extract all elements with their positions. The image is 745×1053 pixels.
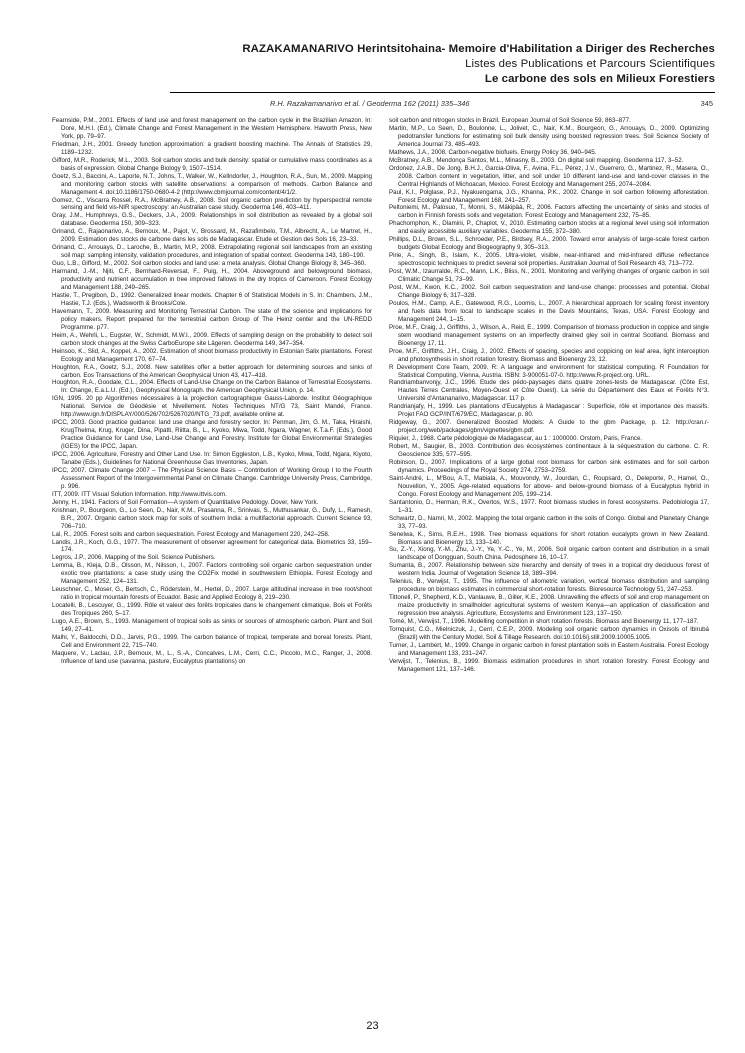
reference-entry: Krishnan, P., Bourgeon, G., Lo Seen, D., Nair, K.M., Prasanna, R., Srinivas, S., Muthusankar, G., Dufy, L., Ramesh, B.R., 2007. Organic carbon stock map for soils of southern India: a multifactorial approach. Current Science 93, 706–710.	[52, 506, 372, 530]
reference-entry: Heinsoo, K., Slid, A., Koppel, A., 2002. Estimation of shoot biomass productivity in Estonian Salix plantations. Forest Ecology and Management 170, 67–74.	[52, 347, 372, 363]
reference-entry: Malhi, Y., Baldocchi, D.D., Jarvis, P.G., 1999. The carbon balance of tropical, temperate and boreal forests. Plant, Cell and Environment 22, 715–740.	[52, 633, 372, 649]
reference-entry: ITT, 2009. ITT Visual Solution Information. http://www.ittvis.com.	[52, 490, 227, 498]
reference-entry: Proe, M.F., Craig, J., Griffiths, J., Wilson, A., Reid, E., 1999. Comparison of biomass production in coppice and single stem woodland management systems on an imperfectly drained gley soil in central Scotland. Biomass and Bioenergy 17, 11.	[389, 323, 709, 347]
reference-entry: Schwartz, D., Namri, M., 2002. Mapping the total organic carbon in the soils of Congo. Global and Planetary Change 33, 77–93.	[389, 514, 709, 530]
reference-entry: Post, W.M., Kwon, K.C., 2002. Soil carbon sequestration and land-use change: processes and potential. Global Change Biology 6, 317–328.	[389, 284, 709, 299]
reference-entry: Guo, L.B., Gifford, M., 2002. Soil carbon stocks and land use: a meta analysis. Global Change Biology 8, 345–360.	[52, 260, 366, 268]
reference-entry: Sumanta, B., 2007. Relationship between size hierarchy and density of trees in a tropical dry deciduous forest of western India. Journal of Vegetation Science 18, 389–394.	[389, 562, 709, 578]
reference-entry: Lal, R., 2005. Forest soils and carbon sequestration. Forest Ecology and Management 220, 242–258.	[52, 530, 330, 538]
reference-entry: Saint-André, L., M'Bou, A.T., Mabiala, A., Mouvondy, W., Jourdan, C., Roupsard, O., Deleporte, P., Hamel, O., Nouvellon, Y., 2005. Age-related equations for above- and below-ground biomass of a Eucalyptus hybrid in Congo. Forest Ecology and Management 205, 199–214.	[389, 474, 709, 498]
reference-entry: Houghton, R.A., Goodale, C.L., 2004. Effects of Land-Use Change on the Carbon Balance of Terrestrial Ecosystems. In: Change, E.a.L.U. (Ed.), Geophysical Monograph. the American Geophysical Union, p. 14.	[52, 379, 372, 395]
reference-entry: soil carbon and nitrogen stocks in Brazil. European Journal of Soil Science 59, 863–877.	[389, 117, 631, 124]
reference-entry: Goetz, S.J., Baccini, A., Laporte, N.T., Johns, T., Walker, W., Kellndorfer, J., Houghton, R.A., Sun, M., 2009. Mapping and monitoring carbon stocks with satellite observations: a comparison of methods. Carbon Balance and Management 4. doi:10.1186/1750-0680-4-2 (http://www.cbmjournal.com/content/4/1/2.	[52, 172, 372, 196]
reference-entry: Randriambanvonjy, J.C., 1996. Etude des pédo-paysages dans quatre zones-tests de Madagascar. (Côte Est, Hautes Terres Centrales, Moyen-Ouest et Côte Ouest). La série du Département des Eaux et Forêts N°3. Université d'Antananarivo, Madagascar. 117 p.	[389, 379, 709, 403]
references-right-column	[389, 117, 709, 674]
reference-entry: Pirie, A., Singh, B., Islam, K., 2005. Ultra-violet, visible, near-infrared and mid-infrared diffuse reflectance spectroscopic techniques to predict several soil properties. Australian Journal of Soil Research 43, 713–772.	[389, 252, 709, 268]
reference-entry: Post, W.M., Izaurralde, R.C., Mann, L.K., Bliss, N., 2001. Monitoring and verifying changes of organic carbon in soil Climatic Change 51, 73–99.	[389, 268, 709, 284]
reference-entry: Tornquist, C.G., Mielniczuk, J., Cerri, C.E.P., 2009. Modeling soil organic carbon dynamics in Oxisols of Ibirubá (Brazil) with the Century Model. Soil & Tillage Research. doi:10.1016/j.still.2009.10005.1005.	[389, 626, 709, 641]
reference-entry: Legros, J.P., 2006. Mapping of the Soil. Science Publishers.	[52, 554, 216, 562]
reference-entry: Leuschner, C., Moser, G., Bertsch, C., Röderstein, M., Hertel, D., 2007. Large altitudinal increase in tree root/shoot ratio in tropical mountain forests of Ecuador. Basic and Applied Ecology 8, 219–230.	[52, 586, 372, 602]
reference-entry: Grinand, C., Rajaonarivo, A., Bernoux, M., Pajot, V., Brossard, M., Razafimbelo, T.M., Albrecht, A., Le Martret, H., 2009. Estimation des stocks de carbone dans les sols de Madagascar. Etude et Gestion des Sols 16, 23–33.	[52, 228, 372, 244]
reference-entry: IPCC, 2007. Climate Change 2007 – The Physical Science Basis – Contribution of Working Group I to the Fourth Assessment Report of the Intergovernmental Panel on Climate Change. Cambridge University Press, Cambridge, p. 996.	[52, 466, 372, 490]
journal-page-number: 345	[700, 99, 713, 108]
reference-entry: Telenius, B., Verwijst, T., 1995. The influence of allometric variation, vertical biomass distribution and sampling procedure on biomass estimates in commercial short-rotation forests. Bioresource Technology 51, 247–253.	[389, 578, 709, 594]
reference-entry: McBratney, A.B., Mendonça Santos, M.L., Minasny, B., 2003. On digital soil mapping. Geoderma 117, 3–52.	[389, 156, 684, 164]
reference-entry: IGN, 1995. 20 pp Algorithmes nécessaires à la projection cartographique Gauss-Laborde. Institut Géographique National. Service de Géodésie et Nivellement. Notes Techniques NT/G 73, Saint Mandé, France. http://www.ign.fr/DISPLAY/000/526/702/5267020/NTG_73.pdf, available online at.	[52, 395, 372, 419]
reference-entry: Havemann, T., 2009. Measuring and Monitoring Terrestrial Carbon. The state of the science and implications for policy makers. Report prepared for the terrestrial carbon Group of The Heinz center and the UN-REDD Programme. p77.	[52, 307, 372, 331]
references-left-column	[52, 117, 372, 666]
reference-entry: Fearnside, P.M., 2001. Effects of land use and forest management on the carbon cycle in the Brazilian Amazon. In: Dore, M.H.I. (Ed.), Climate Change and Forest Management in the Western Hemisphere. Haworth Press, New York, pp. 79–97.	[52, 117, 372, 140]
reference-entry: IPCC, 2003. Good practice guidance: land use change and forestry sector. In: Penman, Jim, G. M., Taka, Hiraishi, KrugThelma, Krug, Kruger, Dina, Pipatti, Riitta, B., L., Kyoko, Miwa, Todd, Ngara, Wagner, K.T.a.F. (Eds.), Good Practice Guidance for Land Use, Land-Use Change and Forestry. Institute for Global Environmental Strategies (IGES) for the IPCC, Japan.	[52, 419, 372, 451]
reference-entry: Friedman, J.H., 2001. Greedy function approximation: a gradient boosting machine. The Annals of Statistics 29, 1189–1232.	[52, 140, 372, 156]
reference-entry: Lugo, A.E., Brown, S., 1993. Management of tropical soils as sinks or sources of atmospheric carbon. Plant and Soil 149, 27–41.	[52, 618, 372, 633]
reference-entry: Gifford, M.R., Roderick, M.L., 2003. Soil carbon stocks and bulk density: spatial or cumulative mass coordinates as a basis of expression. Global Change Biology 9, 1507–1514.	[52, 156, 372, 172]
reference-entry: Riquier, J., 1968. Carte pédologique de Madagascar, au 1 : 1000000. Orstom, Paris, France.	[389, 435, 643, 443]
reference-entry: Tomé, M., Verwijst, T., 1996. Modelling competition in short rotation forests. Biomass and Bioenergy 11, 177–187.	[389, 618, 699, 626]
page-number: 23	[366, 1020, 379, 1032]
reference-entry: Paul, K.I., Polglase, P.J., Nyakuengama, J.G., Khanna, P.K., 2002. Change in soil carbon following afforestation. Forest Ecology and Management 168, 241–257.	[389, 188, 709, 204]
reference-entry: Harmand, J.-M., Njiti, C.F., Bernhard-Reversat, F., Puig, H., 2004. Aboveground and belowground biomass, productivity and nutrient accumulation in tree improved fallows in the dry tropics of Cameroon. Forest Ecology and Management 188, 249–265.	[52, 268, 372, 292]
journal-citation-line: R.H. Razakamanarivo et al. / Geoderma 162 (2011) 335–346	[270, 99, 470, 108]
running-header	[115, 42, 715, 87]
reference-entry: Martin, M.P., Lo Seen, D., Boulonne, L., Jolivet, C., Nair, K.M., Bourgeon, G., Arrouays, D., 2009. Optimizing pedotransfer functions for estimating soil bulk density using boosted regression trees. Soil Science Society of America Journal 73, 485–493.	[389, 124, 709, 148]
reference-entry: Turner, J., Lambert, M., 1999. Change in organic carbon in forest plantation soils in Eastern Australia. Forest Ecology and Management 133, 231–247.	[389, 641, 709, 657]
reference-entry: Robert, M., Saugier, B., 2003. Contribution des écosystèmes continentaux à la séquestration du carbone. C. R. Geoscience 335, 577–595.	[389, 443, 709, 459]
reference-entry: Ridgeway, G., 2007. Generalized Boosted Models: A Guide to the gbm Package, p. 12. http://cran.r-project.org/web/packages/gbm/vignettes/gbm.pdf.	[389, 419, 709, 435]
reference-entry: Hastie, T., Pregibon, D., 1992. Generalized linear models. Chapter 6 of Statistical Models in S. In: Chambers, J.M., Hastie, T.J. (Eds.), Wadsworth & Brooks/Cole.	[52, 291, 372, 307]
reference-entry: Locatelli, B., Lescuyer, G., 1999. Rôle et valeur des forêts tropicales dans le changement climatique. Bois et Forêts des Tropiques 260, 5–17.	[52, 602, 372, 618]
reference-entry: Santantonio, D., Herman, R.K., Overtos, W.S., 1977. Root biomass studies in forest ecosystems. Pedobiologia 17, 1–31.	[389, 498, 709, 514]
header-author-line: RAZAKAMANARIVO Herintsitohaina- Memoire d'Habilitation a Diriger des Recherches	[242, 43, 715, 55]
reference-entry: Lemma, B., Kleja, D.B., Olsson, M., Nilsson, I., 2007. Factors controlling soil organic carbon sequestration under exotic tree plantations: a case study using the CO2Fix model in southwestern Ethiopia. Forest Ecology and Management 252, 124–131.	[52, 562, 372, 586]
reference-entry: Robinson, D., 2007. Implications of a large global root biomass for carbon sink estimates and for soil carbon dynamics. Proceedings of the Royal Society 274, 2753–2759.	[389, 458, 709, 474]
reference-entry: Poulos, H.M., Camp, A.E., Gatewood, R.G., Loomis, L., 2007. A hierarchical approach for scaling forest inventory and fuels data from local to landscape scales in the Davis Mountains, Texas, USA. Forest Ecology and Management 244, 1–15.	[389, 299, 709, 323]
reference-entry: Verwijst, T., Telenius, B., 1999. Biomass estimation procedures in short rotation forestry. Forest Ecology and Management 121, 137–146.	[389, 657, 709, 673]
reference-entry: Peltoniemi, M., Palosuo, T., Monni, S., Mäkipää, R., 2006. Factors affecting the uncertainty of sinks and stocks of carbon in Finnish forests soils and vegetation. Forest Ecology and Management 232, 75–85.	[389, 204, 709, 220]
reference-entry: Jenny, H., 1941. Factors of Soil Formation—A system of Quantitative Pedology. Dover, New York.	[52, 498, 319, 506]
reference-entry: Gray, J.M., Humphreys, G.S., Deckers, J.A., 2009. Relationships in soil distribution as revealed by a global soil database. Geoderma 150, 309–323.	[52, 212, 372, 228]
reference-entry: Houghton, R.A., Goetz, S.J., 2008. New satellites offer a better approach for determining sources and sinks of carbon. Eos Transactions of the American Geophysical Union 43, 417–418.	[52, 363, 372, 379]
header-topic-line: Le carbone des sols en Milieux Forestiers	[484, 73, 715, 85]
reference-entry: Mathews, J.A., 2008. Carbon-negative biofuels. Energy Policy 36, 940–945.	[389, 148, 597, 156]
reference-entry: Heim, A., Wehrli, L., Eugster, W., Schmidt, M.W.I., 2009. Effects of sampling design on the probability to detect soil carbon stock changes at the Swiss CarboEurope site Lägeren. Geoderma 149, 347–354.	[52, 331, 372, 347]
reference-entry: Landis, J.R., Koch, G.G., 1977. The measurement of observer agreement for categorical data. Biometrics 33, 159–174.	[52, 538, 372, 554]
reference-entry: Grinand, C., Arrouays, D., Laroche, B., Martin, M.P., 2008. Extrapolating regional soil landscapes from an existing soil map: sampling intensity, validation procedures, and integration of spatial context. Geoderma 143, 180–190.	[52, 244, 372, 260]
reference-entry: Su, Z.-Y., Xiong, Y.-M., Zhu, J.-Y., Ye, Y.-C., Ye, M., 2006. Soil organic carbon content and distribution in a small landscape of Dongguan, South China. Pedosphere 16, 10–17.	[389, 546, 709, 562]
reference-entry: Gomez, C., Viscarra Rossel, R.A., McBratney, A.B., 2008. Soil organic carbon prediction by hyperspectral remote sensing and field vis-NIR spectroscopy: an Australian case study. Geoderma 146, 403–411.	[52, 196, 372, 212]
reference-entry: Ordonez, J.A.B., De Jong, B.H.J., Garcia-Oliva, F., Avina, F.L., Pérez, J.V., Guerrero, G., Martinez, R., Masera, O., 2008. Carbon content in vegetation, litter, and soil under 10 different land-use and land-cover classes in the Central Highlands of Michoacan, Mexico. Forest Ecology and Management 255, 2074–2084.	[389, 164, 709, 188]
reference-entry: Proe, M.F., Griffiths, J.H., Craig, J., 2002. Effects of spacing, species and coppicing on leaf area, light interception and photosynthesis in short rotation forestry. Biomass and Bioenergy 23, 12.	[389, 347, 709, 363]
reference-entry: Phillips, D.L., Brown, S.L., Schroeder, P.E., Birdsey, R.A., 2000. Toward error analysis of large-scale forest carbon budgets Global Ecology and Biogeography 9, 305–313.	[389, 236, 709, 252]
reference-entry: Phachomphon, K., Dlamini, P., Chaplot, V., 2010. Estimating carbon stocks at a regional level using soil information and easily accessible auxiliary variables. Geoderma 155, 372–380.	[389, 220, 709, 236]
reference-entry: Tittonell, P., Shepherd, K.D., Vanlauwe, B., Giller, K.E., 2008. Unravelling the effects of soil and crop management on maize productivity in smallholder agricultural systems of western Kenya—an application of classification and regression tree analysis. Agriculture, Ecosystems and Environment 123, 137–150.	[389, 594, 709, 618]
reference-entry: Senelwa, K., Sims, R.E.H., 1998. Tree biomass equations for short rotation eucalypts grown in New Zealand. Biomass and Bioenergy 13, 133–140.	[389, 530, 709, 546]
reference-entry: Maquere, V., Laclau, J.P., Bernoux, M., L., S.-A., Concalves, L.M., Cerri, C.C., Piccolo, M.C., Ranger, J., 2008. Influence of land use (savanna, pasture, Eucalyptus plantations) on	[52, 649, 372, 665]
header-section-line: Listes des Publications et Parcours Scientifiques	[465, 58, 715, 70]
reference-entry: R Development Core Team, 2009. R: A language and environment for statistical computing. R Foundation for Statistical Computing, Vienna, Austria. ISBN: 3-900051-07-0. http://www.R-project.org. URL.	[389, 363, 709, 379]
reference-entry: Randrianjafy, H., 1999. Les plantations d'Eucalyptus à Madagascar : Superficie, rôle et importance des massifs. Projet FAO GCP/INT/679/EC, Madagascar, p. 80.	[389, 403, 709, 419]
header-rule	[170, 92, 715, 93]
reference-entry: IPCC, 2006. Agriculture, Forestry and Other Land Use. In: Simon Eggleston, L.B., Kyoko, Miwa, Todd, Ngara, Kiyoto, Tanabe (Eds.), Guidelines for National Greenhouse Gas Inventories, Japan.	[52, 451, 372, 466]
